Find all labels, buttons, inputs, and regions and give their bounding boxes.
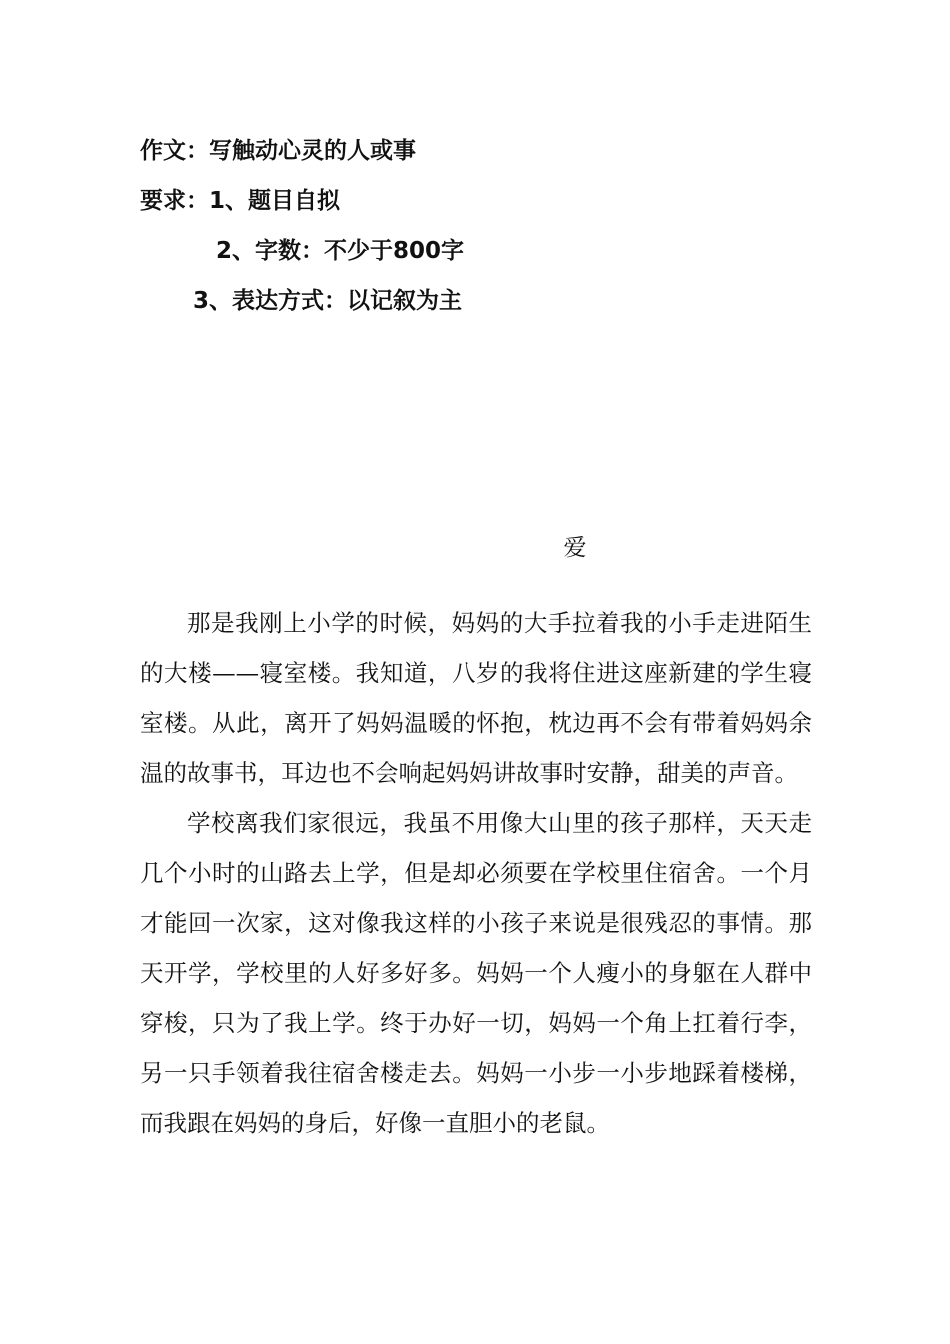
essay-paragraph-2: 学校离我们家很远，我虽不用像大山里的孩子那样，天天走几个小时的山路去上学，但是却必须要在学校里住宿舍。一个月才能回一次家，这对像我这样的小孩子来说是很残忍的事情。那天开学，学校里的人好多好多。妈妈一个人瘦小的身躯在人群中穿梭，只为了我上学。终于办好一切，妈妈一个角上扛着行李，另一只手领着我往宿舍楼走去。妈妈一小步一小步地踩着楼梯，而我跟在妈妈的身后，好像一直胆小的老鼠。 <box>140 809 812 1137</box>
requirement-2: 2、字数：不少于800字 <box>216 238 465 264</box>
assignment-topic: 作文：写触动心灵的人或事 <box>140 138 416 164</box>
requirement-1: 要求：1、题目自拟 <box>140 188 341 214</box>
assignment-requirements <box>140 126 820 326</box>
essay-paragraph-1: 那是我刚上小学的时候，妈妈的大手拉着我的小手走进陌生的大楼——寝室楼。我知道，八岁的我将住进这座新建的学生寝室楼。从此，离开了妈妈温暖的怀抱，枕边再不会有带着妈妈余温的故事书，耳边也不会响起妈妈讲故事时安静，甜美的声音。 <box>140 609 812 787</box>
essay-title: 爱 <box>563 535 587 561</box>
essay-body <box>140 598 812 1148</box>
requirement-3: 3、表达方式：以记叙为主 <box>193 288 463 314</box>
